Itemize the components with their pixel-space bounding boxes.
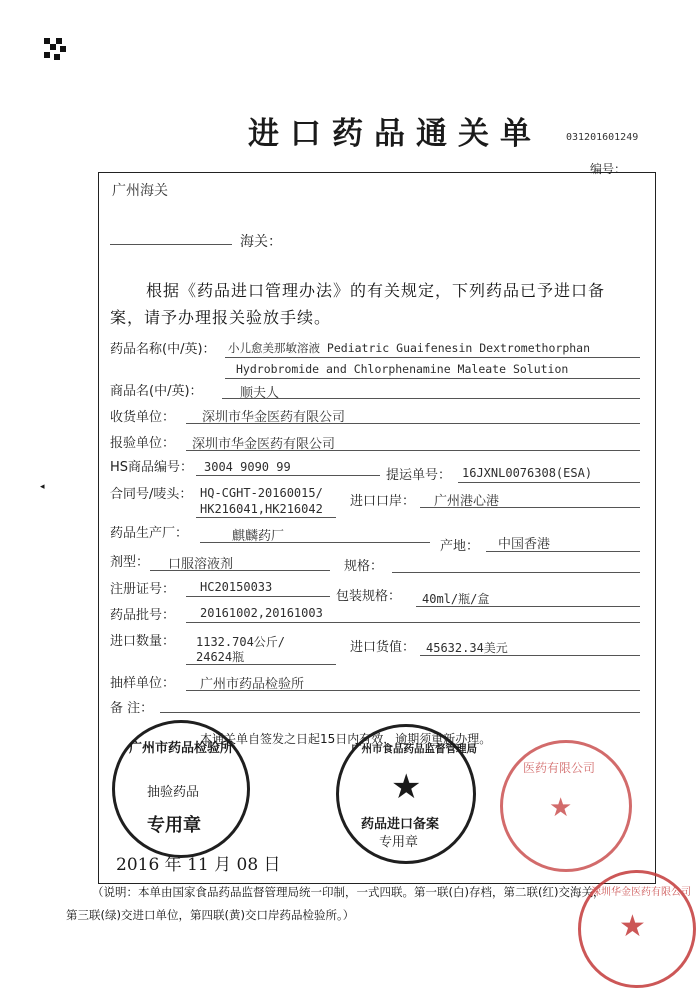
issue-date: 2016 年 11 月 08 日 [116, 855, 281, 875]
sampler-value: 广州市药品检验所 [200, 677, 305, 692]
declarant-value: 深圳市华金医药有限公司 [192, 437, 336, 452]
company-seal-faded [500, 740, 632, 872]
manufacturer-underline [200, 542, 430, 543]
batch-value: 20161002,20161003 [200, 606, 323, 620]
serial-number: 031201601249 [566, 132, 639, 143]
seal3-star-icon: ★ [549, 793, 573, 823]
quantity-value-2: 24624瓶 [196, 650, 245, 664]
seal4-star-icon: ★ [619, 909, 646, 944]
trade-name-value: 顺夫人 [240, 386, 280, 401]
origin-label: 产地： [440, 539, 480, 554]
drug-name-label: 药品名称(中/英)： [110, 342, 216, 357]
pack-value: 40ml/瓶/盒 [422, 592, 490, 606]
seal1-top-text: 广州市药品检验所 [129, 741, 234, 756]
quantity-value-1: 1132.704公斤/ [196, 635, 286, 649]
drug-name-value-2: Hydrobromide and Chlorphenamine Maleate Solution [236, 362, 569, 376]
price-label: 进口货值： [350, 640, 416, 655]
batch-label: 药品批号： [110, 608, 176, 623]
sampler-underline [186, 690, 640, 691]
pack-underline [416, 606, 640, 607]
filing-seal [336, 724, 476, 864]
seal4-text: 深圳华金医药有限公司 [591, 887, 691, 898]
port-underline [420, 507, 640, 508]
pack-label: 包装规格： [336, 589, 402, 604]
seal2-bottom-text: 专用章 [379, 835, 419, 850]
corner-qr-icon [44, 38, 66, 60]
drug-name-underline-2 [225, 378, 640, 379]
seal2-star-icon: ★ [391, 767, 422, 807]
contract-label: 合同号/唛头： [110, 487, 193, 502]
bill-underline [458, 482, 640, 483]
declarant-underline [186, 450, 640, 451]
body-line-1: 根据《药品进口管理办法》的有关规定，下列药品已予进口备 [146, 281, 606, 300]
customs-salutation: 海关： [240, 234, 282, 250]
dosage-label: 剂型： [110, 555, 150, 570]
registration-label: 注册证号： [110, 582, 176, 597]
number-label: 编号： [590, 162, 627, 176]
footer-note-line-2: 第三联(绿)交进口单位，第四联(黄)交口岸药品检验所。） [66, 908, 355, 922]
seal1-mid-text: 抽验药品 [147, 785, 200, 800]
price-value: 45632.34美元 [426, 641, 508, 655]
contract-value-2: HK216041,HK216042 [200, 502, 323, 516]
dosage-underline [150, 570, 330, 571]
trade-name-label: 商品名(中/英)： [110, 384, 203, 399]
company-seal [578, 870, 696, 988]
drug-name-value-1: 小儿愈美那敏溶液 Pediatric Guaifenesin Dextromethorphan [228, 341, 591, 355]
origin-underline [486, 551, 640, 552]
registration-value: HC20150033 [200, 580, 273, 594]
seal3-text: 医药有限公司 [523, 761, 596, 775]
consignee-label: 收货单位： [110, 410, 176, 425]
dosage-value: 口服溶液剂 [168, 557, 234, 572]
remark-underline [160, 712, 640, 713]
contract-underline [196, 517, 336, 518]
quantity-label: 进口数量： [110, 634, 176, 649]
hs-label: HS商品编号： [110, 460, 194, 475]
drug-name-underline-1 [225, 357, 640, 358]
hs-value: 3004 9090 99 [204, 460, 291, 474]
bill-value: 16JXNL0076308(ESA) [462, 466, 593, 480]
seal2-mid-text: 药品进口备案 [361, 817, 440, 832]
declarant-label: 报验单位： [110, 436, 176, 451]
validity-note: 本通关单自签发之日起15日内有效，逾期须重新办理。 [200, 732, 492, 746]
spec-label: 规格： [344, 559, 384, 574]
inspection-seal [112, 720, 250, 858]
port-value: 广州港心港 [434, 494, 500, 509]
consignee-underline [186, 423, 640, 424]
hs-underline [196, 475, 380, 476]
customs-underline [110, 244, 232, 245]
manufacturer-label: 药品生产厂： [110, 526, 189, 541]
contract-value-1: HQ-CGHT-20160015/ [200, 486, 323, 500]
quantity-underline [186, 664, 336, 665]
body-line-2: 案，请予办理报关验放手续。 [110, 308, 332, 327]
remark-label: 备 注： [110, 701, 154, 716]
seal1-bottom-text: 专用章 [147, 815, 201, 836]
bill-label: 提运单号： [386, 468, 452, 483]
registration-underline [186, 596, 330, 597]
price-underline [420, 655, 640, 656]
footer-note-line-1: （说明：本单由国家食品药品监督管理局统一印制，一式四联。第一联(白)存档，第二联(红)交海关， [92, 885, 605, 899]
manufacturer-value: 麒麟药厂 [232, 529, 285, 544]
customs-name: 广州海关 [112, 183, 168, 199]
trade-name-underline [222, 398, 640, 399]
consignee-value: 深圳市华金医药有限公司 [202, 410, 346, 425]
spec-underline [392, 572, 640, 573]
sampler-label: 抽样单位： [110, 676, 176, 691]
batch-underline [186, 622, 640, 623]
origin-value: 中国香港 [498, 537, 551, 552]
port-label: 进口口岸： [350, 494, 416, 509]
document-title: 进口药品通关单 [248, 116, 542, 152]
seal2-top-text: 广州市食品药品监督管理局 [351, 743, 477, 755]
scan-marker-icon: ◂ [40, 482, 45, 492]
